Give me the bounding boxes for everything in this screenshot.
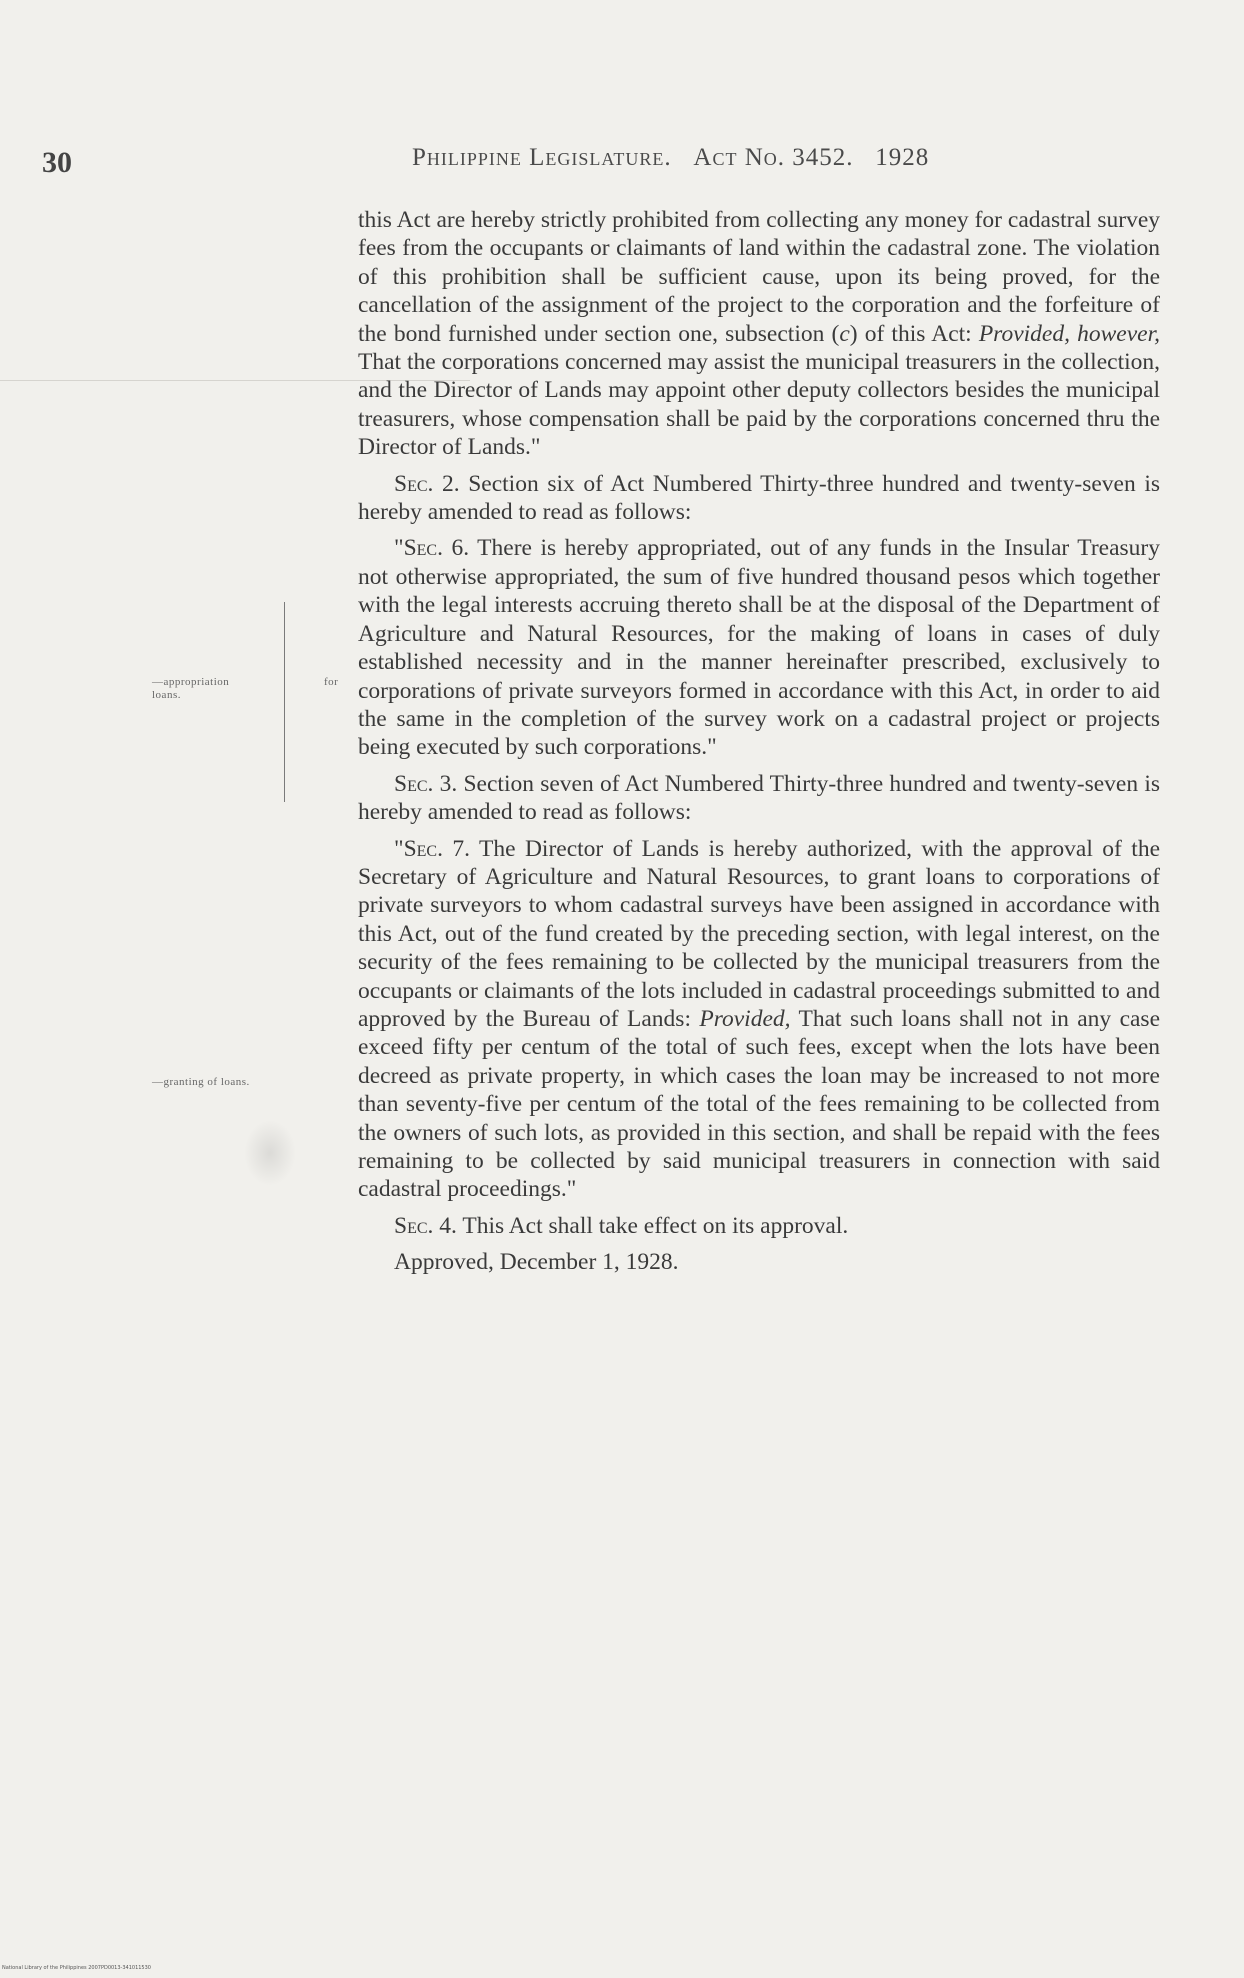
running-head: [412, 144, 929, 172]
section-4: Sec. 4. This Act shall take effect on its approval.: [394, 1212, 849, 1239]
provided: Provided,: [699, 1005, 791, 1032]
section-3: Sec. 3. Section seven of Act Numbered Thirty-three hundred and twenty-seven is hereby amended to read as follows:: [358, 770, 1160, 826]
approval-date: Approved, December 1, 1928.: [394, 1249, 679, 1276]
library-stamp: National Library of the Philippines 2007PD0013-341011530: [2, 1965, 151, 1971]
section-6-amended: "Sec. 6. There is hereby appropriated, out of any funds in the Insular Treasury not otherwise appropriated, the sum of five hundred thousand pesos which together with the legal interests accruing thereto shall be at the disposal of the Department of Agriculture and Natural Resources, for the making of loans in cases of duly established necessity and in the manner hereinafter prescribed, exclusively to corporations of private surveyors formed in accordance with this Act, in order to aid the same in the completion of the survey work on a cadastral project or projects being executed by such corporations.": [358, 535, 1160, 761]
margin-note-appropriation-loans: loans.: [152, 689, 181, 701]
margin-rule: [284, 602, 285, 802]
section-7-amended: "Sec. 7. The Director of Lands is hereby authorized, with the approval of the Secretary of Agriculture and Natural Resources, to grant loans to corporations of private surveyors to whom cadastral surveys have been assigned in accordance with this Act, out of the fund created by the preceding section, with legal interest, on the security of the fees remaining to be collected by the municipal treasurers from the occupants or claimants of the lots included in cadastral proceedings submitted to and approved by the Bureau of Lands: Provided, That such loans shall not in any case exceed fifty per centum of the total of such fees, except when the lots have been decreed as private property, in which cases the loan may be increased to not more than seventy-five per centum of the total of the fees remaining to be collected from the owners of such lots, as provided in this section, and shall be repaid with the fees remaining to be collected by said municipal treasurers in connection with said cadastral proceedings.": [358, 835, 1160, 1203]
body-text: [358, 206, 1160, 1285]
page-number: 30: [42, 146, 72, 179]
running-head-title: Philippine Legislature.: [412, 144, 672, 171]
running-head-year: 1928: [875, 144, 930, 171]
paragraph-continuation: this Act are hereby strictly prohibited from collecting any money for cadastral survey fees from the occupants or claimants of land within the cadastral zone. The violation of this prohibition shall be sufficient cause, upon its being proved, for the cancellation of the assignment of the project to the corporation and the forfeiture of the bond furnished under section one, subsection (c) of this Act: Provided, however, That the corporations concerned may assist the municipal treasurers in the collection, and the Director of Lands may appoint other deputy collectors besides the municipal treasurers, whose compensation shall be paid by the corporations concerned thru the Director of Lands.": [358, 207, 1160, 461]
margin-note-granting: —granting of loans.: [152, 1076, 250, 1088]
margin-note-appropriation-text: —appropriation: [152, 676, 230, 688]
page-smudge: [244, 1120, 296, 1186]
running-head-act: Act No. 3452.: [693, 144, 854, 171]
section-2: Sec. 2. Section six of Act Numbered Thirty-three hundred and twenty-seven is hereby amended to read as follows:: [358, 470, 1160, 526]
margin-note-appropriation: [152, 676, 352, 702]
margin-note-appropriation-for: for: [324, 676, 339, 688]
provided-however: Provided, however,: [978, 320, 1160, 347]
